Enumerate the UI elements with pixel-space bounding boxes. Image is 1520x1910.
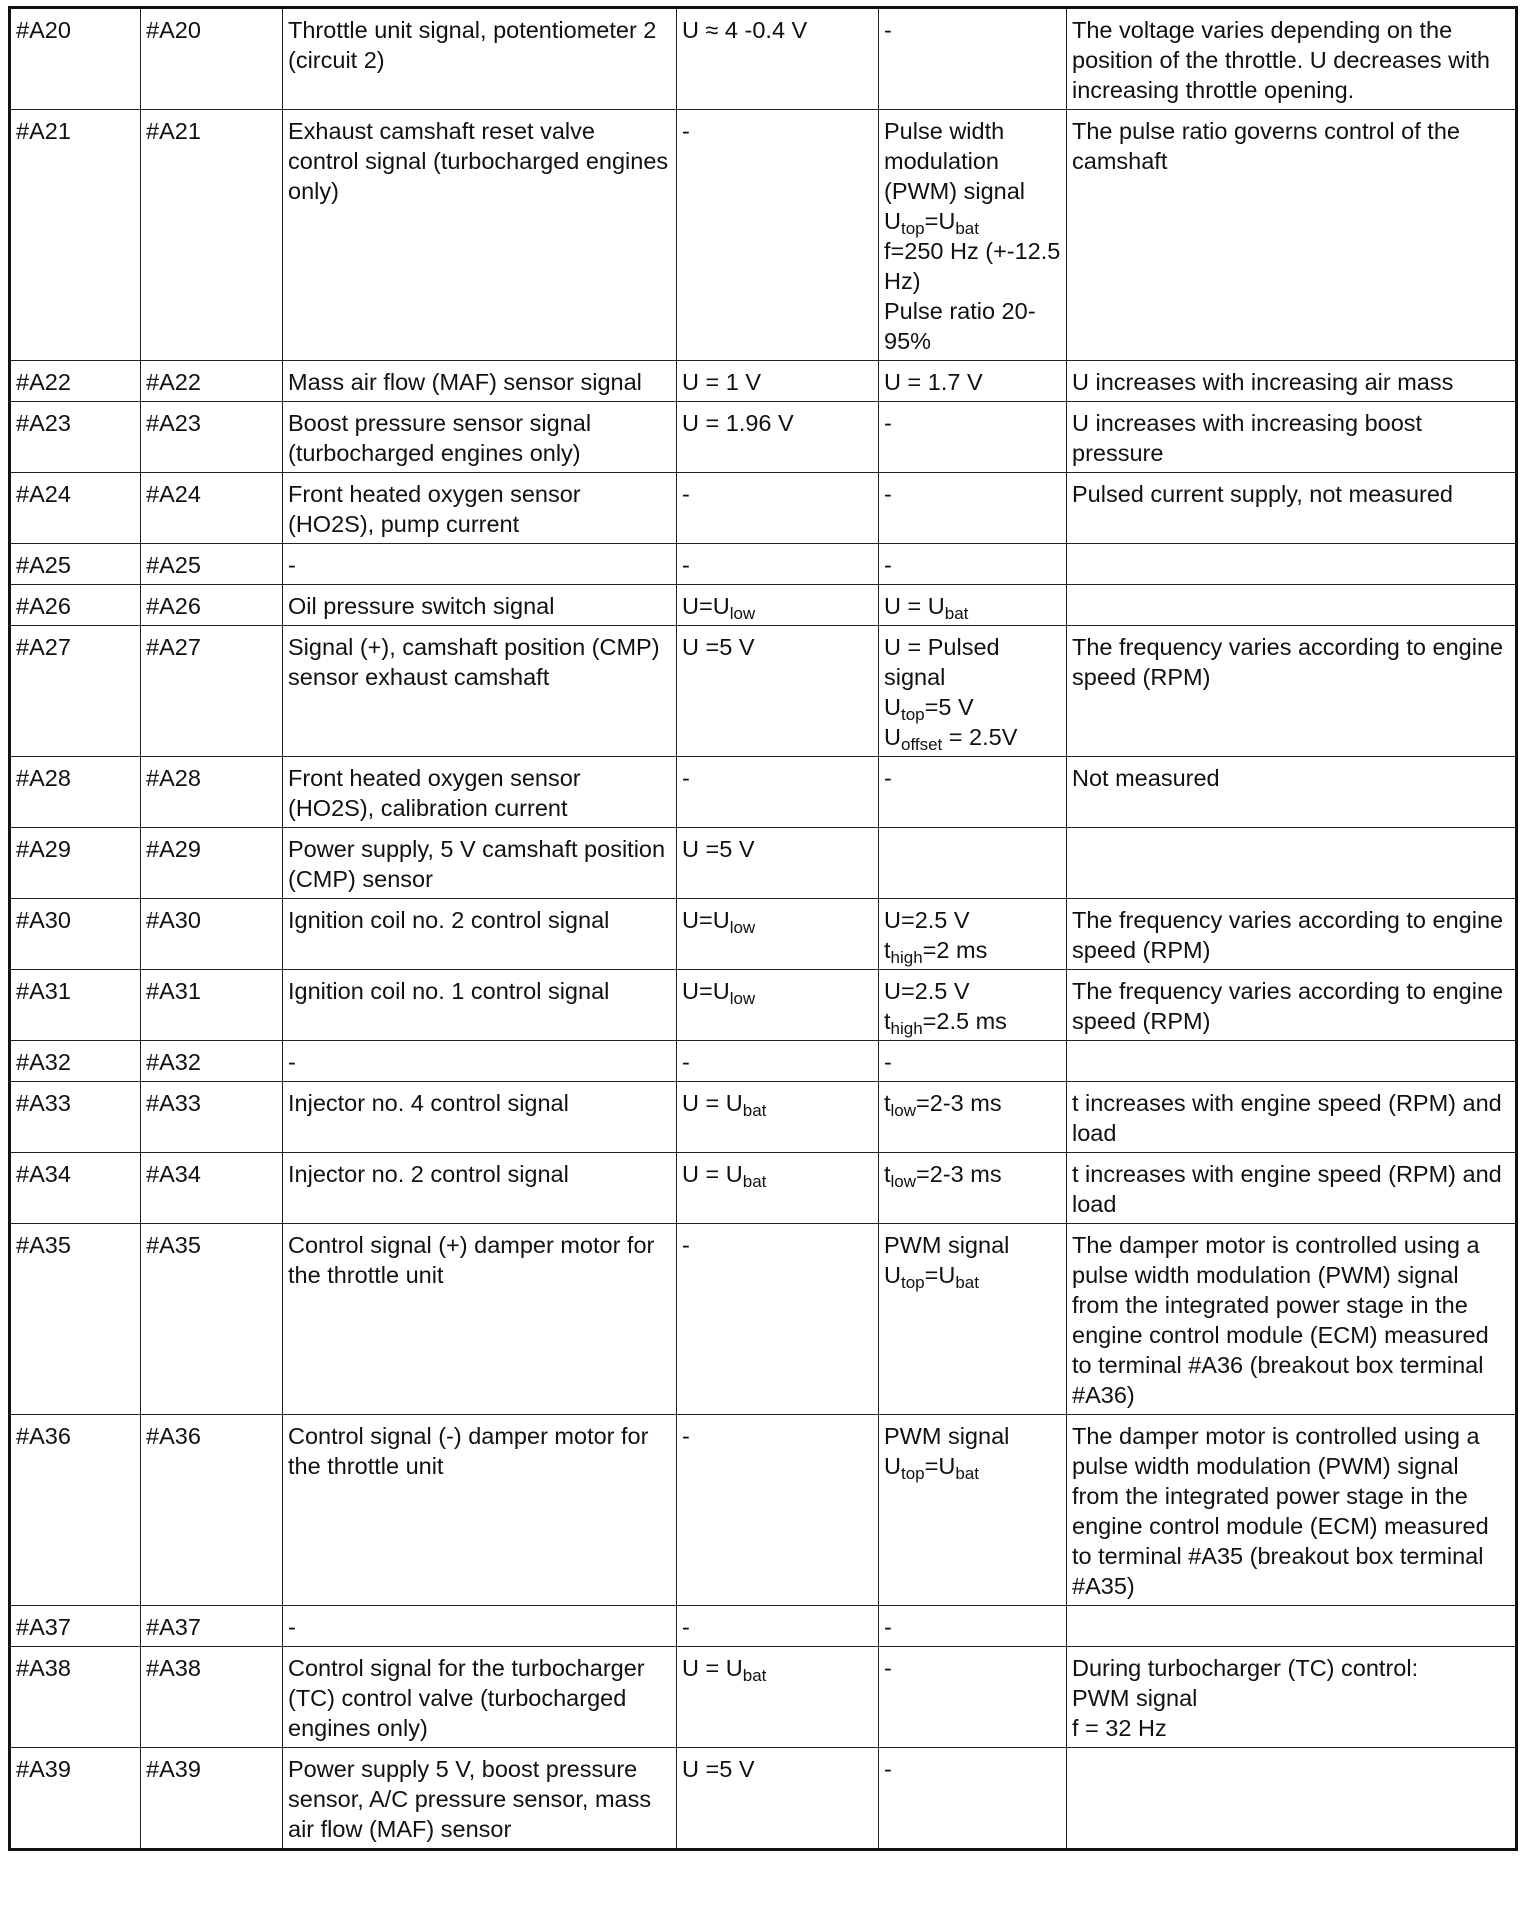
value-ignition-on-cell: $U = U_{bat}$ (677, 1082, 879, 1153)
value-ignition-on-cell: - (677, 1606, 879, 1647)
comment-cell (1067, 1041, 1517, 1082)
terminal-cell: #A37 (10, 1606, 141, 1647)
value-engine-running-cell: U=2.5 V $t_{high}=2$ ms (879, 899, 1067, 970)
terminal-cell: #A38 (10, 1647, 141, 1748)
table-row (10, 1606, 1517, 1647)
terminal-cell: #A33 (10, 1082, 141, 1153)
breakout-box-cell: #A23 (141, 402, 283, 473)
table-row (10, 1041, 1517, 1082)
value-ignition-on-cell: U =5 V (677, 828, 879, 899)
description-cell: Front heated oxygen sensor (HO2S), pump current (283, 473, 677, 544)
value-engine-running-cell: - (879, 402, 1067, 473)
breakout-box-cell: #A20 (141, 8, 283, 110)
value-ignition-on-cell: - (677, 757, 879, 828)
terminal-specification-table (8, 6, 1518, 1851)
breakout-box-cell: #A32 (141, 1041, 283, 1082)
breakout-box-cell: #A35 (141, 1224, 283, 1415)
description-cell: Exhaust camshaft reset valve control signal (turbocharged engines only) (283, 110, 677, 361)
table-row (10, 1748, 1517, 1850)
table-row (10, 1153, 1517, 1224)
breakout-box-cell: #A22 (141, 361, 283, 402)
value-engine-running-cell: Pulse width modulation (PWM) signal $U_{top}=U_{bat}$ f=250 Hz (+-12.5 Hz) Pulse ratio 20-95% (879, 110, 1067, 361)
description-cell: - (283, 1041, 677, 1082)
value-engine-running-cell: - (879, 1606, 1067, 1647)
value-engine-running-cell: - (879, 757, 1067, 828)
terminal-cell: #A27 (10, 626, 141, 757)
comment-cell: The voltage varies depending on the position of the throttle. U decreases with increasing throttle opening. (1067, 8, 1517, 110)
breakout-box-cell: #A28 (141, 757, 283, 828)
terminal-cell: #A39 (10, 1748, 141, 1850)
comment-cell: The frequency varies according to engine speed (RPM) (1067, 970, 1517, 1041)
breakout-box-cell: #A39 (141, 1748, 283, 1850)
value-engine-running-cell: - (879, 1041, 1067, 1082)
table-row (10, 1082, 1517, 1153)
value-engine-running-cell: PWM signal $U_{top}=U_{bat}$ (879, 1224, 1067, 1415)
breakout-box-cell: #A31 (141, 970, 283, 1041)
table-row (10, 1415, 1517, 1606)
terminal-cell: #A23 (10, 402, 141, 473)
value-engine-running-cell: U = Pulsed signal $U_{top}=5$ V $U_{offset} = 2.5V$ (879, 626, 1067, 757)
description-cell: Mass air flow (MAF) sensor signal (283, 361, 677, 402)
table-body (10, 8, 1517, 1850)
description-cell: Power supply 5 V, boost pressure sensor, A/C pressure sensor, mass air flow (MAF) sensor (283, 1748, 677, 1850)
value-engine-running-cell: - (879, 1647, 1067, 1748)
table-row (10, 757, 1517, 828)
terminal-cell: #A30 (10, 899, 141, 970)
breakout-box-cell: #A25 (141, 544, 283, 585)
comment-cell: The frequency varies according to engine speed (RPM) (1067, 626, 1517, 757)
value-engine-running-cell: $t_{low}=2-3$ ms (879, 1153, 1067, 1224)
breakout-box-cell: #A24 (141, 473, 283, 544)
value-ignition-on-cell: U = 1 V (677, 361, 879, 402)
terminal-cell: #A26 (10, 585, 141, 626)
table-row (10, 1647, 1517, 1748)
description-cell: Oil pressure switch signal (283, 585, 677, 626)
description-cell: Throttle unit signal, potentiometer 2 (circuit 2) (283, 8, 677, 110)
description-cell: Front heated oxygen sensor (HO2S), calibration current (283, 757, 677, 828)
value-engine-running-cell: - (879, 473, 1067, 544)
comment-cell (1067, 1748, 1517, 1850)
description-cell: Injector no. 4 control signal (283, 1082, 677, 1153)
value-ignition-on-cell: $U=U_{low}$ (677, 899, 879, 970)
terminal-cell: #A34 (10, 1153, 141, 1224)
comment-cell (1067, 544, 1517, 585)
description-cell: Control signal (-) damper motor for the throttle unit (283, 1415, 677, 1606)
table-row (10, 626, 1517, 757)
description-cell: Ignition coil no. 2 control signal (283, 899, 677, 970)
terminal-cell: #A22 (10, 361, 141, 402)
comment-cell: The frequency varies according to engine speed (RPM) (1067, 899, 1517, 970)
value-ignition-on-cell: - (677, 110, 879, 361)
value-engine-running-cell: - (879, 544, 1067, 585)
comment-cell: During turbocharger (TC) control: PWM signal f = 32 Hz (1067, 1647, 1517, 1748)
description-cell: Boost pressure sensor signal (turbocharged engines only) (283, 402, 677, 473)
terminal-cell: #A29 (10, 828, 141, 899)
table-row (10, 828, 1517, 899)
value-engine-running-cell: - (879, 1748, 1067, 1850)
description-cell: Ignition coil no. 1 control signal (283, 970, 677, 1041)
terminal-cell: #A36 (10, 1415, 141, 1606)
table-row (10, 110, 1517, 361)
comment-cell (1067, 1606, 1517, 1647)
value-engine-running-cell: $U = U_{bat}$ (879, 585, 1067, 626)
value-engine-running-cell: U = 1.7 V (879, 361, 1067, 402)
description-cell: - (283, 544, 677, 585)
description-cell: Control signal (+) damper motor for the throttle unit (283, 1224, 677, 1415)
comment-cell: The damper motor is controlled using a pulse width modulation (PWM) signal from the integrated power stage in the engine control module (ECM) measured to terminal #A35 (breakout box terminal #A35) (1067, 1415, 1517, 1606)
value-ignition-on-cell: U =5 V (677, 1748, 879, 1850)
value-ignition-on-cell: U ≈ 4 -0.4 V (677, 8, 879, 110)
comment-cell: U increases with increasing air mass (1067, 361, 1517, 402)
comment-cell (1067, 828, 1517, 899)
terminal-cell: #A31 (10, 970, 141, 1041)
value-ignition-on-cell: $U=U_{low}$ (677, 585, 879, 626)
value-engine-running-cell: U=2.5 V $t_{high}=2.5$ ms (879, 970, 1067, 1041)
comment-cell: t increases with engine speed (RPM) and load (1067, 1153, 1517, 1224)
value-ignition-on-cell: $U = U_{bat}$ (677, 1153, 879, 1224)
breakout-box-cell: #A27 (141, 626, 283, 757)
terminal-cell: #A32 (10, 1041, 141, 1082)
comment-cell: The damper motor is controlled using a pulse width modulation (PWM) signal from the integrated power stage in the engine control module (ECM) measured to terminal #A36 (breakout box terminal #A36) (1067, 1224, 1517, 1415)
breakout-box-cell: #A26 (141, 585, 283, 626)
breakout-box-cell: #A30 (141, 899, 283, 970)
table-row (10, 402, 1517, 473)
breakout-box-cell: #A29 (141, 828, 283, 899)
table-row (10, 970, 1517, 1041)
value-engine-running-cell (879, 828, 1067, 899)
comment-cell: Pulsed current supply, not measured (1067, 473, 1517, 544)
value-engine-running-cell: PWM signal $U_{top}=U_{bat}$ (879, 1415, 1067, 1606)
table-row (10, 899, 1517, 970)
value-ignition-on-cell: - (677, 1415, 879, 1606)
terminal-cell: #A25 (10, 544, 141, 585)
description-cell: Control signal for the turbocharger (TC) control valve (turbocharged engines only) (283, 1647, 677, 1748)
description-cell: Signal (+), camshaft position (CMP) sensor exhaust camshaft (283, 626, 677, 757)
breakout-box-cell: #A37 (141, 1606, 283, 1647)
table-row (10, 473, 1517, 544)
breakout-box-cell: #A34 (141, 1153, 283, 1224)
terminal-cell: #A35 (10, 1224, 141, 1415)
table-row (10, 361, 1517, 402)
table-row (10, 544, 1517, 585)
terminal-cell: #A20 (10, 8, 141, 110)
terminal-cell: #A24 (10, 473, 141, 544)
description-cell: Power supply, 5 V camshaft position (CMP) sensor (283, 828, 677, 899)
value-ignition-on-cell: $U = U_{bat}$ (677, 1647, 879, 1748)
terminal-cell: #A28 (10, 757, 141, 828)
breakout-box-cell: #A21 (141, 110, 283, 361)
terminal-cell: #A21 (10, 110, 141, 361)
comment-cell (1067, 585, 1517, 626)
comment-cell: t increases with engine speed (RPM) and load (1067, 1082, 1517, 1153)
value-ignition-on-cell: - (677, 1041, 879, 1082)
value-ignition-on-cell: - (677, 1224, 879, 1415)
description-cell: Injector no. 2 control signal (283, 1153, 677, 1224)
comment-cell: The pulse ratio governs control of the camshaft (1067, 110, 1517, 361)
table-row (10, 1224, 1517, 1415)
value-ignition-on-cell: - (677, 473, 879, 544)
value-ignition-on-cell: - (677, 544, 879, 585)
breakout-box-cell: #A33 (141, 1082, 283, 1153)
comment-cell: Not measured (1067, 757, 1517, 828)
value-engine-running-cell: - (879, 8, 1067, 110)
description-cell: - (283, 1606, 677, 1647)
value-ignition-on-cell: U =5 V (677, 626, 879, 757)
value-ignition-on-cell: $U=U_{low}$ (677, 970, 879, 1041)
breakout-box-cell: #A36 (141, 1415, 283, 1606)
table-row (10, 585, 1517, 626)
breakout-box-cell: #A38 (141, 1647, 283, 1748)
value-engine-running-cell: $t_{low}=2-3$ ms (879, 1082, 1067, 1153)
table-row (10, 8, 1517, 110)
comment-cell: U increases with increasing boost pressure (1067, 402, 1517, 473)
value-ignition-on-cell: U = 1.96 V (677, 402, 879, 473)
